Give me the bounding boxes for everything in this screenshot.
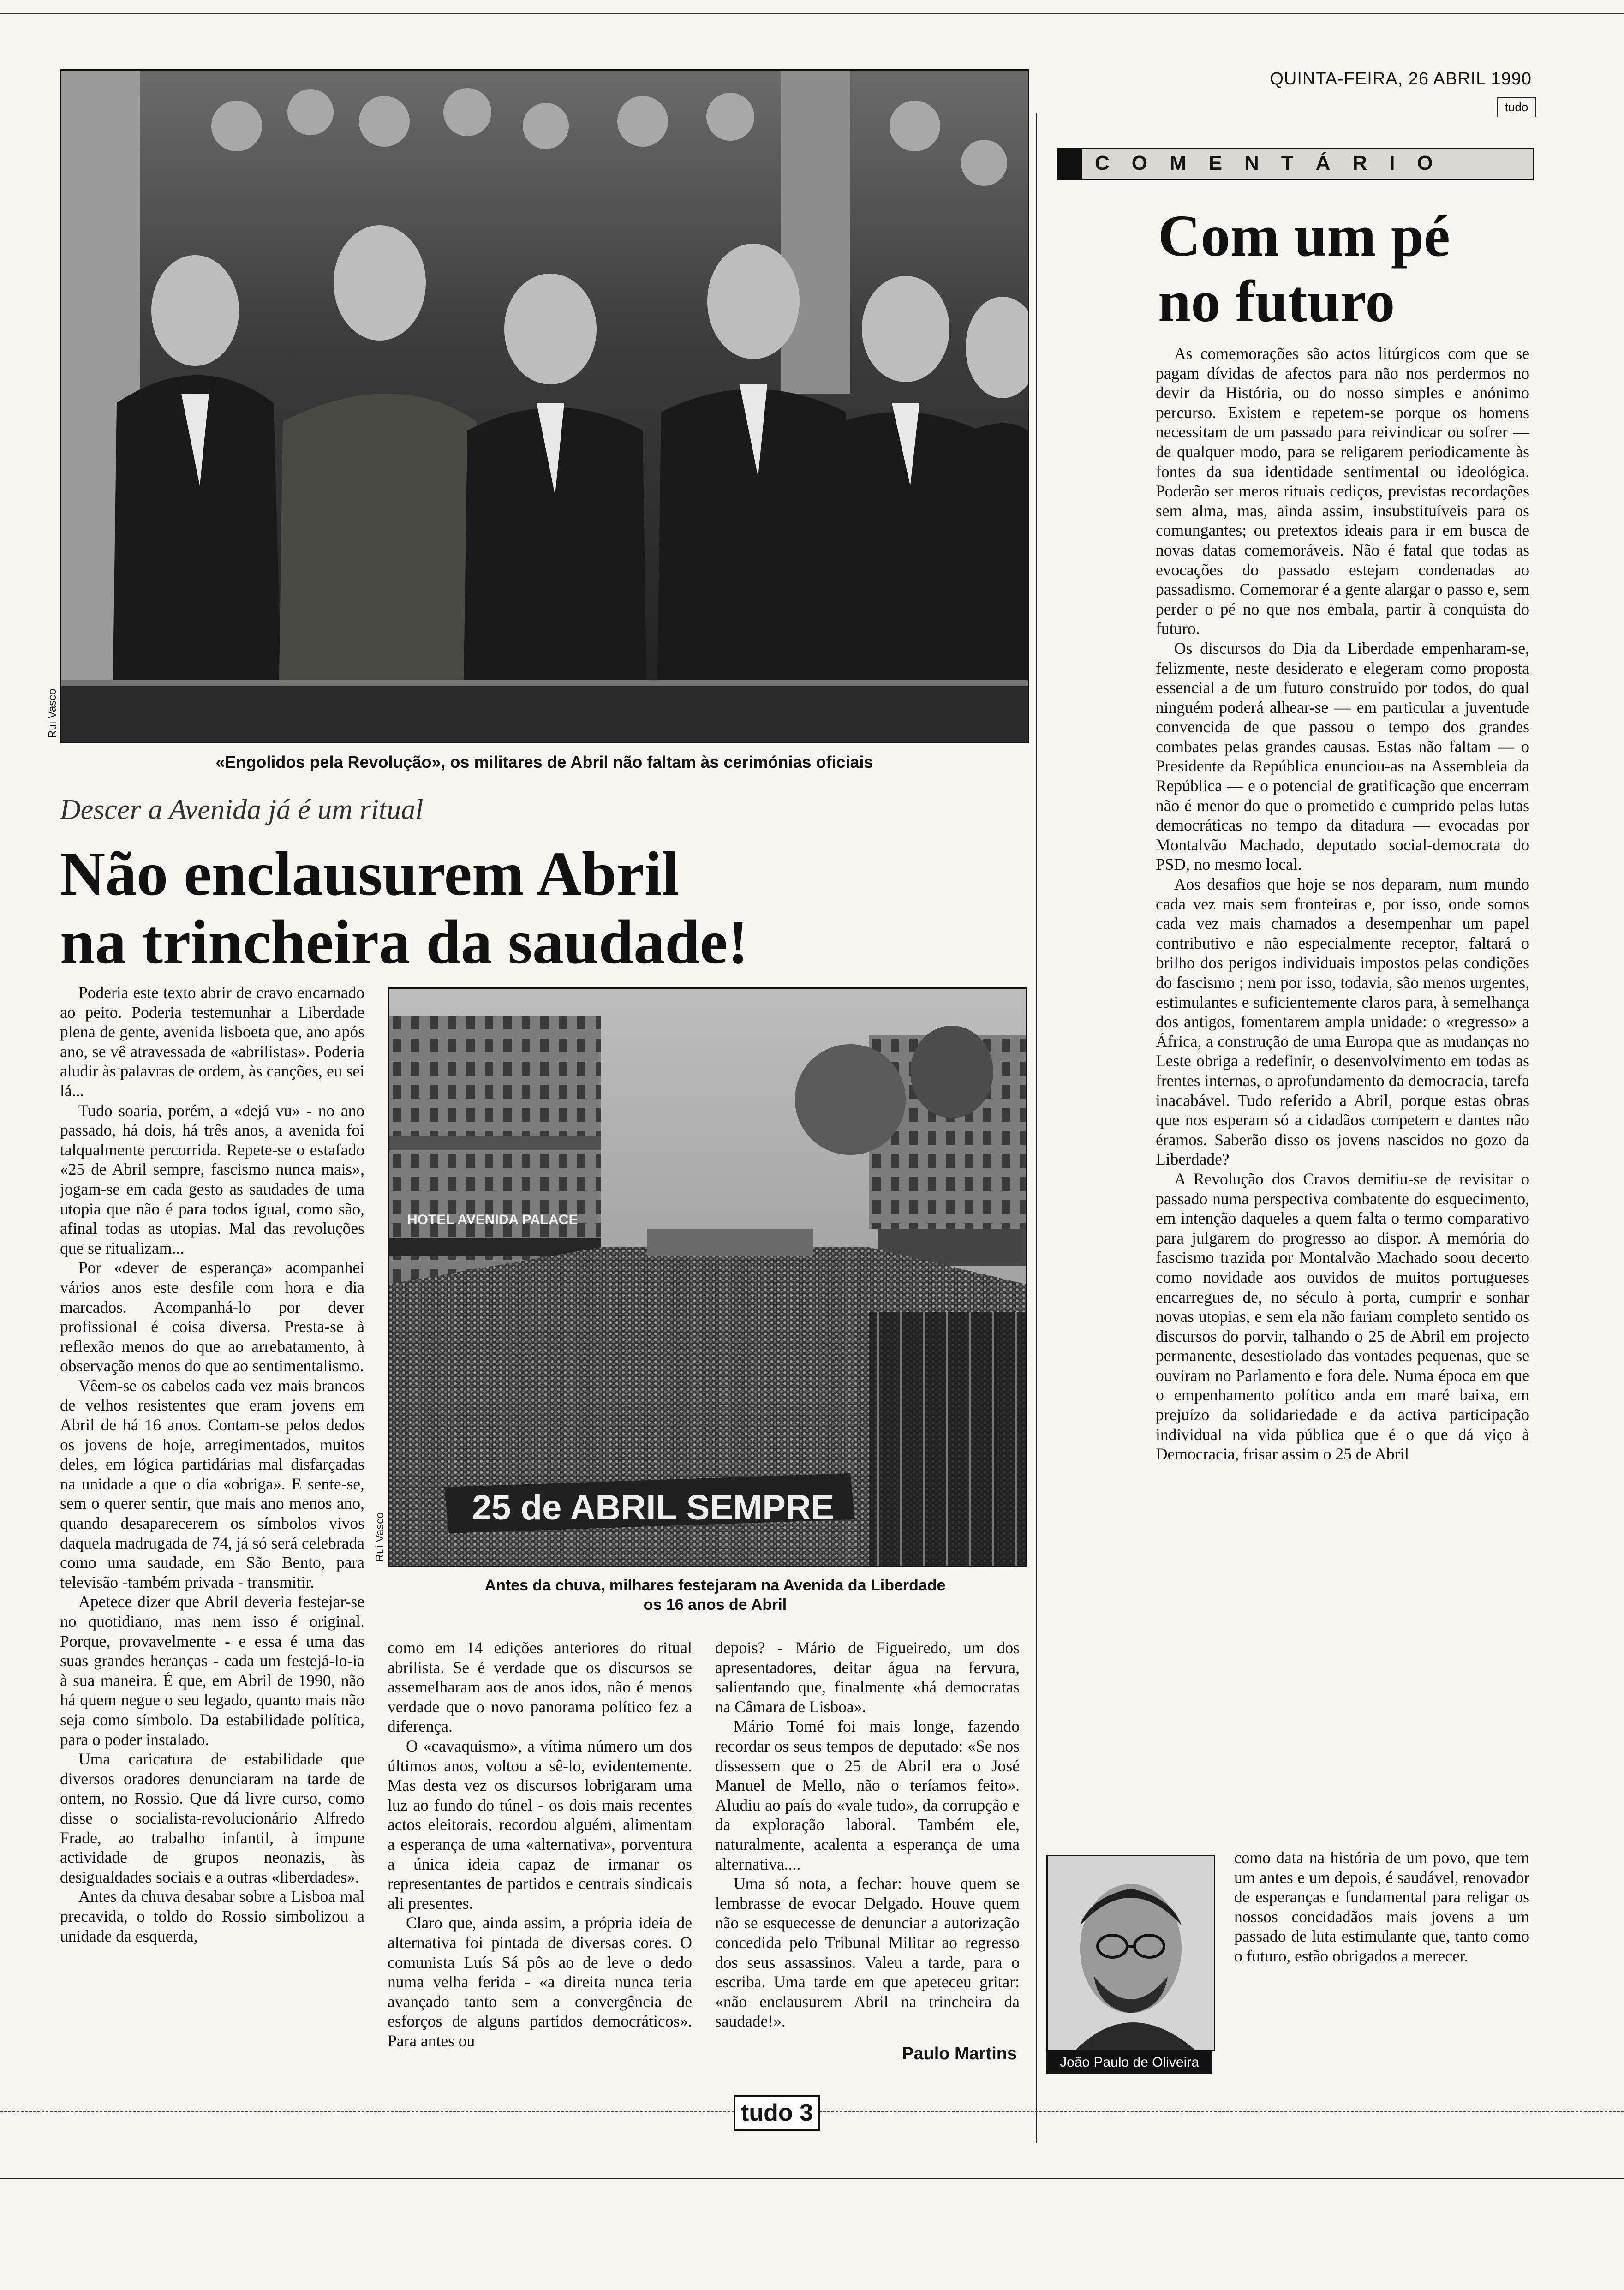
paragraph: As comemorações são actos litúrgicos com que se pagam dívidas de afectos para não nos perdermos no devir da História, ou do nosso simples e anónimo percurso. Existem e repetem-se porque os homens necessitam de um passado para reivindicar ou sofrer — de qualquer modo, para se religarem periodicamente às fontes da sua identidade sentimental ou ideológica. Poderão ser meros rituais cediços, previstas recordações sem alma, mas, ainda assim, insubstituíveis para os comungantes; ou pretextos ideais para ir em busca de novas datas comemoráveis. Não é fatal que todas as evocações do passado estejam condenadas ao passadismo. Comemorar é a gente alargar o passo e, sem perder o pé no que nos embala, partir à conquista do futuro. xyxy=(1156,344,1529,638)
photo-credit: Rui Vasco xyxy=(46,688,59,738)
paragraph: Aos desafios que hoje se nos deparam, num mundo cada vez mais sem fronteiras e, por isso, onde somos cada vez mais chamados a desempenhar um papel contributivo e não especialmente receptor, faltará o brilho dos perigos individuais impostos pelas condições do fascismo ; nem por isso, todavia, são menos urgentes, estimulantes e suficientemente claros para, à semelhança dos antigos, fomentarem ampla unidade: o «regresso» a África, a construção de uma Europa que as mudanças no Leste obriga a redefinir, o desenvolvimento em todas as frentes internas, o aprofundamento da democracia, tarefa inacabável. Tudo referido a Abril, porque estas obras que nos esperam só a cidadãos competem e dantes não éramos. Saberão disso os jovens nascidos no gozo da Liberdade? xyxy=(1156,875,1529,1169)
author-portrait xyxy=(1046,1855,1215,2051)
photo-caption: «Engolidos pela Revolução», os militares de Abril não faltam às cerimónias oficiais xyxy=(215,753,873,771)
dateline: QUINTA-FEIRA, 26 ABRIL 1990 xyxy=(1270,69,1532,89)
article-column-3 xyxy=(715,1638,1020,2031)
banner-text: 25 de ABRIL SEMPRE xyxy=(472,1488,835,1527)
page-number-value: 3 xyxy=(800,2099,813,2126)
page-number xyxy=(734,2095,820,2131)
paragraph: Tudo soaria, porém, a «dejá vu» - no ano passado, há dois, há três anos, a avenida foi talqualmente percorrida. Repete-se o estafado «25 de Abril sempre, fascismo nunca mais», jogam-se em cada gesto as saudades de uma utopia que não é para todos igual, como são, afinal todas as utopias. Mal das revoluções que se ritualizam... xyxy=(60,1101,364,1257)
caption-line: Antes da chuva, milhares festejaram na Avenida da Liberdade xyxy=(484,1577,946,1594)
paragraph: Vêem-se os cabelos cada vez mais brancos de velhos resistentes que eram jovens em Abril de há 16 anos. Contam-se pelos dedos os jovens de hoje, arregimentados, muitos deles, em lógica partidárias mal disfarçadas na unidade a que o dia «obriga». E sente-se, sem o querer sentir, que mais ano menos ano, quando desaparecerem os símbolos vivos daquela madrugada de 74, já só será celebrada como uma saudade, em São Bento, para televisão -também privada - transmitir. xyxy=(60,1376,364,1591)
photo-caption xyxy=(415,1576,1015,1614)
byline: Paulo Martins xyxy=(902,2044,1017,2063)
paragraph: A Revolução dos Cravos demitiu-se de revisitar o passado numa perspectiva combatente do esquecimento, em intenção daqueles a quem falta o termo comparativo para julgarem do progresso ao dispor. A memória do fascismo trazida por Montalvão Machado soou decerto como novidade aos ouvidos de muitos portugueses encarregues de, no século à porta, cumprir e sonhar novas utopias, e sem ela não fariam completo sentido os discursos do porvir, talhando o 25 de Abril em projecto permanente, desestiolado das vontades pequenas, que se ouviram no Parlamento e fora dele. Numa época em que o empenhamento político anda em maré baixa, em prejuízo da solidariedade e da activa participação individual na vida pública que é o que dá viço à Democracia, frisar assim o 25 de Abril xyxy=(1156,1169,1529,1464)
column-rule xyxy=(1036,113,1037,2143)
comment-title-line: no futuro xyxy=(1158,269,1395,334)
article-column-2 xyxy=(388,1638,692,2051)
paragraph: depois? - Mário de Figueiredo, um dos apresentadores, deitar água na fervura, salientando que, finalmente «há democratas na Câmara de Lisboa». xyxy=(715,1638,1020,1716)
section-title: COMENTÁRIO xyxy=(1095,152,1455,174)
headline-line: Não enclausurem Abril xyxy=(60,839,680,909)
paragraph: como data na história de um povo, que tem um antes e um depois, é saudável, renovador de esperanças e fundamental para religar os nossos concidadãos mais jovens a um passado de luta estimulante que, tanto como o futuro, estão obrigados a merecer. xyxy=(1234,1848,1529,1965)
headline xyxy=(60,840,748,976)
top-border xyxy=(0,0,1624,14)
section-marker xyxy=(1057,148,1082,180)
photo-credit: Rui Vasco xyxy=(374,1512,386,1562)
headline-line: na trincheira da saudade! xyxy=(60,908,749,977)
paragraph: Mário Tomé foi mais longe, fazendo recordar os seus tempos de deputado: «Se nos dissessem que o 25 de Abril era o José Manuel de Mello, não o teríamos feito». Aludiu ao país do «vale tudo», da corrupção e da exploração laboral. Também ele, naturalmente, acalenta a esperança de uma alternativa.... xyxy=(715,1717,1020,1873)
paragraph: O «cavaquismo», a vítima número um dos últimos anos, voltou a sê-lo, evidentemente. Mas desta vez os discursos lobrigaram uma luz ao fundo do túnel - os dois mais recentes actos eleitorais, recordou alguém, alimentam a esperança de uma «alternativa», porventura a única ideia capaz de irmanar os representantes de partidos e centrais sindicais ali presentes. xyxy=(388,1736,692,1913)
ceremony-photo xyxy=(60,69,1029,743)
page-mark: tudo xyxy=(1497,97,1536,117)
author-name: João Paulo de Oliveira xyxy=(1046,2051,1212,2074)
paragraph: Uma caricatura de estabilidade que diversos oradores denunciaram na tarde de ontem, no Rossio. Que dá livre curso, como disse o socialista-revolucionário Alfredo Frade, ao trabalho infantil, à impune actividade de grupos neonazis, às desigualdades sociais e a outras «liberdades». xyxy=(60,1750,364,1886)
footer-logo: tudo xyxy=(741,2099,793,2126)
article-column-1 xyxy=(60,983,364,1946)
bottom-border xyxy=(0,2178,1624,2290)
comment-column-end xyxy=(1234,1848,1529,1966)
paragraph: Poderia este texto abrir de cravo encarnado ao peito. Poderia testemunhar a Liberdade plena de gente, avenida lisboeta que, ano após ano, se vê atravessada de «abrilistas». Poderia aludir às palavras de ordem, às canções, eu sei lá... xyxy=(60,983,364,1100)
comment-title xyxy=(1158,203,1450,334)
paragraph: como em 14 edições anteriores do ritual abrilista. Se é verdade que os discursos se assemelharam aos de anos idos, não é menos verdade que o novo panorama político fez a diferença. xyxy=(388,1638,692,1736)
caption-line: os 16 anos de Abril xyxy=(643,1596,787,1614)
kicker: Descer a Avenida já é um ritual xyxy=(60,794,424,825)
paragraph: Por «dever de esperança» acompanhei vários anos este desfile com hora e dia marcados. Acompanhá-lo por dever profissional é coisa diversa. Presta-se à reflexão menos do que ao arrebatamento, à observação menos do que ao sentimentalismo. xyxy=(60,1258,364,1375)
section-label xyxy=(1057,148,1534,180)
comment-title-line: Com um pé xyxy=(1158,203,1450,269)
crowd-photo xyxy=(388,987,1027,1567)
paragraph: Os discursos do Dia da Liberdade empenharam-se, felizmente, neste desiderato e elegeram como proposta essencial a de um futuro construído por todos, do qual ninguém poderá alhear-se — em particular a juventude convencida de que passou o tempo dos grandes combates pelas grandes causas. Estas não faltam — o Presidente da República enunciou-as na Assembleia da República — e o potencial de gratificação que encerram não é menor do que o prometido e cumprido pelas lutas democráticas no tempo da ditadura — evocadas por Montalvão Machado, deputado social-democrata do PSD, no mesmo local. xyxy=(1156,639,1529,874)
paragraph: Antes da chuva desabar sobre a Lisboa mal precavida, o toldo do Rossio simbolizou a unidade da esquerda, xyxy=(60,1887,364,1945)
paragraph: Claro que, ainda assim, a própria ideia de alternativa foi pintada de diversas cores. O comunista Luís Sá pôs ao de leve o dedo numa velha ferida - «a direita nunca teria avançado tanto sem a convergência de esforços de alguns partidos democráticos». Para antes ou xyxy=(388,1913,692,2050)
comment-column xyxy=(1156,344,1529,1464)
hotel-sign: HOTEL AVENIDA PALACE xyxy=(407,1212,578,1227)
paragraph: Apetece dizer que Abril deveria festejar-se no quotidiano, mas nem isso é original. Porque, provavelmente - e essa é uma das suas grandes heranças - cada um festejá-lo-ia à sua maneira. É que, em Abril de 1990, não há quem negue o seu legado, quanto mais não seja como símbolo. Da estabilidade política, para o poder instalado. xyxy=(60,1592,364,1749)
paragraph: Uma só nota, a fechar: houve quem se lembrasse de evocar Delgado. Houve quem não se esquecesse de denunciar a autorização concedida pelo Tribunal Militar ao regresso dos seus assassinos. Valeu a tarde, para o escriba. Uma tarde em que apeteceu gritar: «não enclausurem Abril na trincheira da saudade!». xyxy=(715,1874,1020,2031)
